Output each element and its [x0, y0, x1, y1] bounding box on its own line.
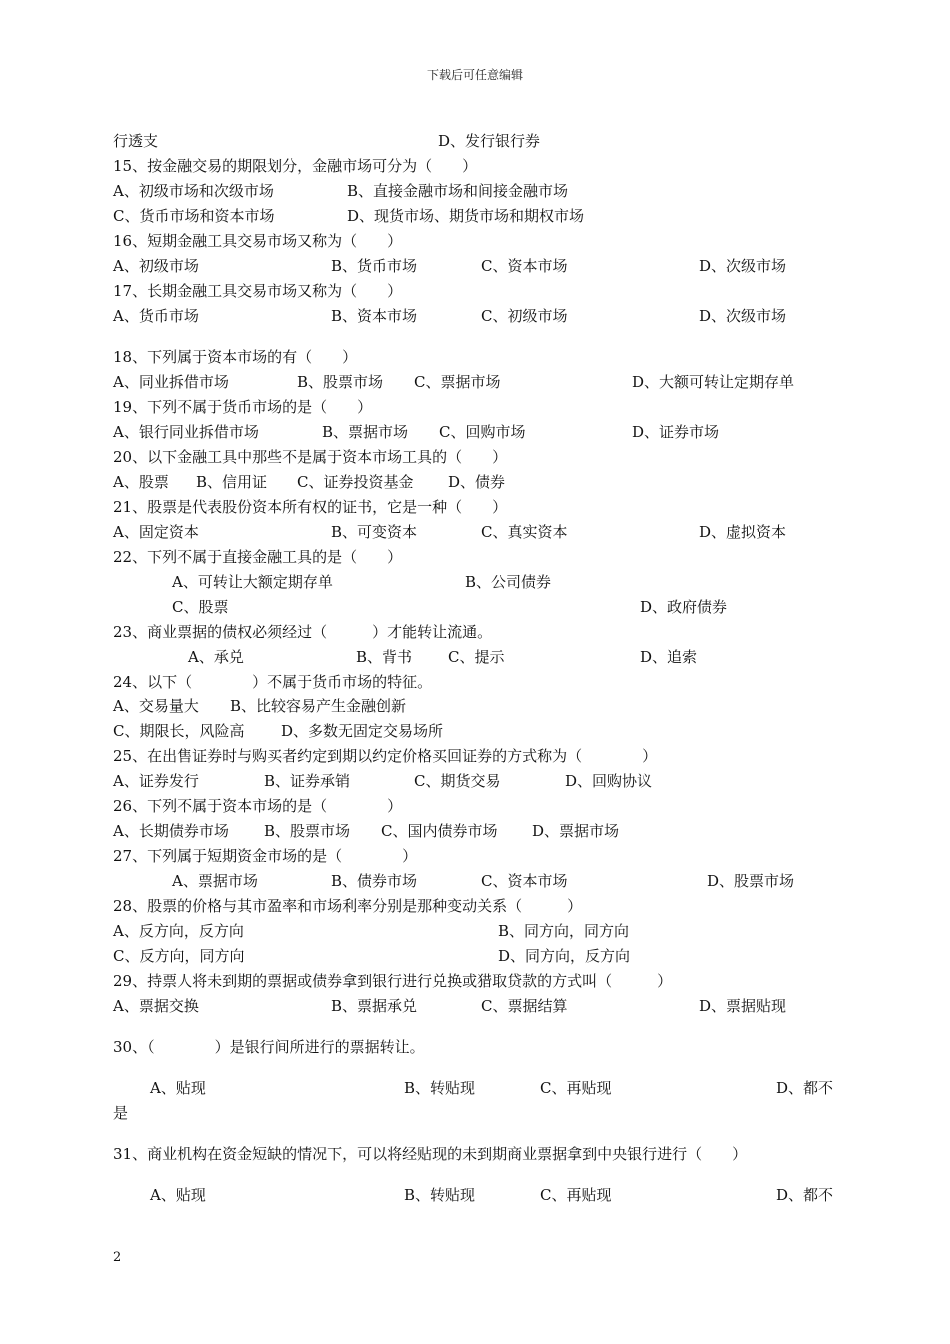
option-text: B、可变资本: [331, 523, 418, 541]
text-line: [0, 1143, 950, 1165]
text-line: [0, 945, 950, 967]
option-text: D、大额可转让定期存单: [632, 373, 795, 391]
text-line: [0, 421, 950, 443]
line-text: A、贴现: [150, 1079, 206, 1097]
option-text: D、虚拟资本: [699, 523, 787, 541]
option-text: D、债券: [448, 473, 506, 491]
option-text: D、次级市场: [699, 307, 787, 325]
line-text: A、交易量大: [113, 697, 199, 715]
text-line: [0, 970, 950, 992]
text-line: [0, 371, 950, 393]
option-text: C、票据结算: [481, 997, 568, 1015]
text-line: [0, 820, 950, 842]
line-text: 31、商业机构在资金短缺的情况下，可以将经贴现的未到期商业票据拿到中央银行进行（ ）: [113, 1145, 748, 1163]
text-line: [0, 446, 950, 468]
option-text: C、资本市场: [481, 872, 568, 890]
option-text: D、都不: [776, 1186, 834, 1204]
text-line: [0, 646, 950, 668]
option-text: B、资本市场: [331, 307, 418, 325]
text-line: [0, 546, 950, 568]
text-line: [0, 870, 950, 892]
text-line: [0, 695, 950, 717]
option-text: B、直接金融市场和间接金融市场: [347, 182, 569, 200]
line-text: C、期限长，风险高: [113, 722, 245, 740]
option-text: D、次级市场: [699, 257, 787, 275]
text-line: [0, 130, 950, 152]
text-line: [0, 1184, 950, 1206]
line-text: C、货币市场和资本市场: [113, 207, 275, 225]
line-text: 21、股票是代表股份资本所有权的证书，它是一种（ ）: [113, 498, 508, 516]
option-text: C、初级市场: [481, 307, 568, 325]
line-text: A、承兑: [188, 648, 244, 666]
line-text: 29、持票人将未到期的票据或债券拿到银行进行兑换或猎取贷款的方式叫（ ）: [113, 972, 673, 990]
option-text: C、再贴现: [540, 1186, 612, 1204]
text-line: [0, 205, 950, 227]
option-text: B、货币市场: [331, 257, 418, 275]
option-text: D、都不: [776, 1079, 834, 1097]
text-line: [0, 770, 950, 792]
option-text: B、转贴现: [404, 1186, 476, 1204]
option-text: C、国内债券市场: [381, 822, 498, 840]
text-line: [0, 346, 950, 368]
line-text: 22、下列不属于直接金融工具的是（ ）: [113, 548, 403, 566]
option-text: B、转贴现: [404, 1079, 476, 1097]
line-text: 16、短期金融工具交易市场又称为（ ）: [113, 232, 403, 250]
text-line: [0, 795, 950, 817]
line-text: A、长期债券市场: [113, 822, 229, 840]
text-line: [0, 305, 950, 327]
option-text: B、债券市场: [331, 872, 418, 890]
text-line: [0, 1036, 950, 1058]
option-text: B、背书: [356, 648, 413, 666]
page-header: 下载后可任意编辑: [426, 68, 523, 82]
line-text: 25、在出售证券时与购买者约定到期以约定价格买回证券的方式称为（ ）: [113, 747, 658, 765]
option-text: C、回购市场: [439, 423, 526, 441]
option-text: D、发行银行券: [438, 132, 541, 150]
line-text: 19、下列不属于货币市场的是（ ）: [113, 398, 373, 416]
line-text: 28、股票的价格与其市盈率和市场利率分别是那种变动关系（ ）: [113, 897, 583, 915]
line-text: A、票据交换: [113, 997, 199, 1015]
option-text: D、证券市场: [632, 423, 720, 441]
text-line: [0, 180, 950, 202]
text-line: [0, 1102, 950, 1124]
option-text: D、现货市场、期货市场和期权市场: [347, 207, 585, 225]
text-line: [0, 895, 950, 917]
text-line: [0, 155, 950, 177]
line-text: A、股票: [113, 473, 169, 491]
option-text: C、期货交易: [414, 772, 501, 790]
text-line: [0, 521, 950, 543]
text-line: [0, 496, 950, 518]
line-text: A、初级市场: [113, 257, 199, 275]
text-line: [0, 745, 950, 767]
option-text: D、股票市场: [707, 872, 795, 890]
line-text: 26、下列不属于资本市场的是（ ）: [113, 797, 403, 815]
line-text: A、证券发行: [113, 772, 199, 790]
text-line: [0, 1077, 950, 1099]
line-text: A、固定资本: [113, 523, 199, 541]
line-text: 20、以下金融工具中那些不是属于资本市场工具的（ ）: [113, 448, 508, 466]
line-text: 是: [113, 1104, 129, 1122]
text-line: [0, 596, 950, 618]
option-text: C、再贴现: [540, 1079, 612, 1097]
text-line: [0, 720, 950, 742]
line-text: 17、长期金融工具交易市场又称为（ ）: [113, 282, 403, 300]
option-text: B、比较容易产生金融创新: [230, 697, 407, 715]
line-text: 行透支: [113, 132, 159, 150]
option-text: B、票据承兑: [331, 997, 418, 1015]
line-text: 24、以下（ ）不属于货币市场的特征。: [113, 673, 433, 691]
line-text: 30、（ ）是银行间所进行的票据转让。: [113, 1038, 425, 1056]
line-text: A、初级市场和次级市场: [113, 182, 274, 200]
option-text: B、公司债券: [465, 573, 552, 591]
option-text: B、信用证: [196, 473, 268, 491]
line-text: A、反方向，反方向: [113, 922, 244, 940]
line-text: 27、下列属于短期资金市场的是（ ）: [113, 847, 418, 865]
option-text: C、票据市场: [414, 373, 501, 391]
text-line: [0, 621, 950, 643]
option-text: D、票据贴现: [699, 997, 787, 1015]
line-text: A、货币市场: [113, 307, 199, 325]
option-text: D、回购协议: [565, 772, 653, 790]
option-text: D、多数无固定交易场所: [281, 722, 444, 740]
line-text: C、反方向，同方向: [113, 947, 245, 965]
option-text: C、证券投资基金: [297, 473, 414, 491]
text-line: [0, 255, 950, 277]
option-text: C、提示: [448, 648, 505, 666]
option-text: B、股票市场: [264, 822, 351, 840]
line-text: C、股票: [172, 598, 229, 616]
line-text: 18、下列属于资本市场的有（ ）: [113, 348, 358, 366]
line-text: A、票据市场: [172, 872, 258, 890]
text-line: [0, 920, 950, 942]
line-text: 15、按金融交易的期限划分，金融市场可分为（ ）: [113, 157, 478, 175]
option-text: D、追索: [640, 648, 698, 666]
option-text: B、同方向，同方向: [498, 922, 630, 940]
page-number: 2: [113, 1250, 122, 1265]
option-text: D、同方向，反方向: [498, 947, 631, 965]
option-text: C、资本市场: [481, 257, 568, 275]
option-text: B、证券承销: [264, 772, 351, 790]
line-text: A、可转让大额定期存单: [172, 573, 333, 591]
line-text: A、贴现: [150, 1186, 206, 1204]
option-text: B、票据市场: [322, 423, 409, 441]
text-line: [0, 396, 950, 418]
text-line: [0, 571, 950, 593]
option-text: D、票据市场: [532, 822, 620, 840]
text-line: [0, 230, 950, 252]
option-text: D、政府债券: [640, 598, 728, 616]
line-text: A、同业拆借市场: [113, 373, 229, 391]
line-text: 23、商业票据的债权必须经过（ ）才能转让流通。: [113, 623, 493, 641]
option-text: B、股票市场: [297, 373, 384, 391]
option-text: C、真实资本: [481, 523, 568, 541]
line-text: A、银行同业拆借市场: [113, 423, 259, 441]
text-line: [0, 671, 950, 693]
text-line: [0, 471, 950, 493]
text-line: [0, 995, 950, 1017]
text-line: [0, 280, 950, 302]
text-line: [0, 845, 950, 867]
